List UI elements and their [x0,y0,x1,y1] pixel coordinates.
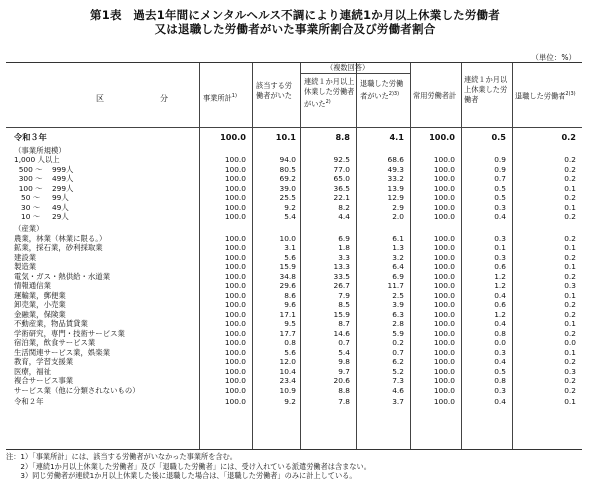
cell-value: 100.0 [224,397,246,406]
cell-value: 100.0 [224,233,246,243]
cell-value: 100.0 [433,183,455,193]
cell-value: 94.0 [279,155,296,164]
cell-value: 0.9 [494,155,506,164]
cell-value: 9.5 [284,319,296,328]
cell-value: 0.7 [392,347,404,357]
cell-value: 5.9 [392,328,404,338]
cell-value: 1.8 [338,243,350,252]
row-label: 宿泊業，飲食サービス業 [14,338,96,347]
cell-value: 100.0 [433,290,455,300]
cell-value: 0.3 [494,202,506,212]
cell-value: 6.1 [392,233,404,243]
cell-value: 100.0 [433,347,455,357]
row-label: 情報通信業 [14,281,51,290]
cell-value: 0.2 [561,132,576,142]
cell-value: 36.5 [333,183,350,193]
cell-value: 6.2 [392,357,404,366]
cell-value: 5.6 [284,347,296,357]
cell-value: 0.8 [284,338,296,347]
cell-value: 0.2 [564,252,576,262]
cell-value: 0.7 [338,338,350,347]
cell-value: 0.1 [564,347,576,357]
cell-value: 0.5 [494,193,506,202]
header-retired: 退職した労働者がいた$^{2)3)}$ [360,79,404,101]
header-leave: 連続１か月以上休業した労働者がいた$^{2)}$ [304,77,355,109]
row-label: 10 ～ 29人 [14,212,69,221]
cell-value: 3.3 [338,252,350,262]
cell-value: 0.2 [564,233,576,243]
cell-value: 0.1 [564,319,576,328]
cell-value: 0.8 [494,376,506,385]
header-kubun: 区 分 [96,94,192,103]
row-label: 1,000 人以上 [14,155,60,164]
cell-value: 15.9 [279,262,296,271]
cell-value: 0.4 [494,397,506,406]
cell-value: 100.0 [433,243,455,252]
cell-value: 100.0 [433,252,455,262]
cell-value: 8.6 [284,290,296,300]
cell-value: 0.3 [564,366,576,376]
cell-value: 0.3 [564,281,576,290]
cell-value: 100.0 [224,300,246,309]
row-label: 教育，学習支援業 [14,357,74,366]
cell-value: 10.9 [279,385,296,395]
cell-value: 7.8 [338,397,350,406]
row-label: （産業） [14,224,44,233]
table-row [6,193,582,203]
cell-value: 10.1 [275,132,296,142]
cell-value: 0.2 [564,357,576,366]
table-row [6,272,582,282]
cell-value: 26.7 [333,281,350,290]
cell-value: 100.0 [433,212,455,221]
cell-value: 34.8 [279,271,296,281]
table-row [6,165,582,175]
header-total: 事業所計$^{1)}$ [203,93,237,103]
cell-value: 4.1 [389,132,404,142]
cell-value: 0.4 [494,290,506,300]
cell-value: 1.3 [392,243,404,252]
cell-value: 100.0 [224,155,246,164]
cell-value: 33.5 [333,271,350,281]
cell-value: 0.5 [494,183,506,193]
cell-value: 9.7 [338,366,350,376]
table-row [6,281,582,291]
cell-value: 10.0 [279,233,296,243]
cell-value: 0.4 [494,212,506,221]
cell-value: 23.4 [279,376,296,385]
table-row [6,310,582,320]
cell-value: 0.6 [494,300,506,309]
cell-value: 100.0 [433,338,455,347]
header-workers-leave: 連続１か月以上休業した労働者 [464,75,508,104]
cell-value: 100.0 [224,202,246,212]
cell-value: 0.1 [564,262,576,271]
cell-value: 0.2 [564,164,576,174]
cell-value: 0.1 [564,183,576,193]
cell-value: 0.8 [494,328,506,338]
cell-value: 0.2 [564,376,576,385]
row-label: 300 ～ 499人 [14,174,74,183]
footnote-3: 3）同じ労働者が連続1か月以上休業した後に退職した場合は、「退職した労働者」のみに計上している。 [6,471,357,481]
cell-value: 100.0 [433,281,455,290]
cell-value: 29.6 [279,281,296,290]
cell-value: 3.9 [392,300,404,309]
cell-value: 100.0 [224,309,246,319]
cell-value: 0.5 [491,132,506,142]
cell-value: 100.0 [224,319,246,328]
cell-value: 100.0 [433,262,455,271]
table-title-line1: 第1表 過去1年間にメンタルヘルス不調により連続1か月以上休業した労働者 [90,8,500,22]
cell-value: 0.3 [494,347,506,357]
cell-value: 5.4 [338,347,350,357]
cell-value: 25.5 [279,193,296,202]
row-label: 電気・ガス・熱供給・水道業 [14,271,111,281]
table-row [6,243,582,253]
table-row [6,212,582,222]
cell-value: 17.7 [279,328,296,338]
cell-value: 100.0 [224,366,246,376]
cell-value: 13.3 [333,262,350,271]
table-row [6,348,582,358]
cell-value: 15.9 [333,309,350,319]
row-label: サービス業（他に分類されないもの） [14,385,140,395]
row-label: 鉱業，採石業，砂利採取業 [14,243,103,252]
cell-value: 6.9 [338,233,350,243]
row-label: 学術研究，専門・技術サービス業 [14,328,125,338]
cell-value: 100.0 [433,193,455,202]
cell-value: 6.4 [392,262,404,271]
row-label: 30 ～ 49人 [14,202,69,212]
cell-value: 8.8 [335,132,350,142]
cell-value: 6.9 [392,271,404,281]
table-row [6,397,582,407]
cell-value: 100.0 [433,357,455,366]
cell-value: 0.2 [564,309,576,319]
cell-value: 7.9 [338,290,350,300]
cell-value: 100.0 [224,376,246,385]
row-label: 100 ～ 299人 [14,183,74,193]
row-label: 複合サービス事業 [14,376,74,385]
cell-value: 100.0 [224,347,246,357]
cell-value: 14.6 [333,328,350,338]
cell-value: 100.0 [224,252,246,262]
row-label: 金融業，保険業 [14,309,66,319]
row-label: 建設業 [14,252,37,262]
cell-value: 0.3 [494,385,506,395]
row-label: 医療，福祉 [14,366,51,376]
cell-value: 1.2 [494,271,506,281]
cell-value: 100.0 [433,300,455,309]
row-label: 運輸業，郵便業 [14,290,66,300]
cell-value: 0.1 [564,290,576,300]
cell-value: 5.4 [284,212,296,221]
cell-value: 0.2 [564,300,576,309]
cell-value: 100.0 [224,212,246,221]
table-row [6,386,582,396]
cell-value: 10.4 [279,366,296,376]
cell-value: 100.0 [224,174,246,183]
cell-value: 100.0 [224,193,246,202]
cell-value: 100.0 [224,290,246,300]
cell-value: 100.0 [433,271,455,281]
header-applicable: 該当する労働者がいた [256,81,292,100]
cell-value: 100.0 [433,202,455,212]
cell-value: 100.0 [429,132,455,142]
cell-value: 100.0 [433,155,455,164]
cell-value: 8.8 [338,385,350,395]
cell-value: 100.0 [433,397,455,406]
cell-value: 9.2 [284,202,296,212]
cell-value: 0.2 [564,212,576,221]
cell-value: 2.9 [392,202,404,212]
table-row [6,357,582,367]
cell-value: 3.2 [392,252,404,262]
cell-value: 68.6 [387,155,404,164]
footnotes [6,452,371,481]
table-row [6,300,582,310]
cell-value: 5.6 [284,252,296,262]
cell-value: 39.0 [279,183,296,193]
cell-value: 0.6 [494,262,506,271]
unit-label: （単位：%） [531,53,576,62]
cell-value: 100.0 [433,309,455,319]
table-row [6,367,582,377]
stats-table [6,62,582,450]
cell-value: 100.0 [224,183,246,193]
cell-value: 100.0 [224,328,246,338]
cell-value: 3.7 [392,397,404,406]
cell-value: 12.9 [387,193,404,202]
cell-value: 100.0 [433,366,455,376]
cell-value: 100.0 [433,319,455,328]
cell-value: 3.1 [284,243,296,252]
cell-value: 100.0 [433,328,455,338]
cell-value: 100.0 [224,164,246,174]
row-label: 令和２年 [14,397,44,406]
cell-value: 22.1 [333,193,350,202]
row-label: 令和３年 [14,132,47,142]
cell-value: 4.4 [338,212,350,221]
cell-value: 4.6 [392,385,404,395]
cell-value: 8.5 [338,300,350,309]
table-row [6,234,582,244]
cell-value: 8.7 [338,319,350,328]
table-row [6,329,582,339]
footnote-2: 2）「連続1か月以上休業した労働者」及び「退職した労働者」には、受け入れている派遣労働者は含まない。 [6,461,371,471]
cell-value: 100.0 [224,338,246,347]
cell-value: 49.3 [387,164,404,174]
row-label: 500 ～ 999人 [14,164,74,174]
row-label: 卸売業，小売業 [14,300,66,309]
cell-value: 0.4 [494,319,506,328]
table-row [6,262,582,272]
header-workers-retired: 退職した労働者$^{2)3)}$ [515,91,576,101]
row-label: 50 ～ 99人 [14,193,69,202]
cell-value: 92.5 [333,155,350,164]
table-row [6,203,582,213]
table-row [6,224,582,234]
cell-value: 100.0 [433,233,455,243]
cell-value: 100.0 [224,262,246,271]
cell-value: 100.0 [220,132,246,142]
cell-value: 65.0 [333,174,350,183]
cell-value: 2.5 [392,290,404,300]
cell-value: 9.2 [284,397,296,406]
table-row [6,376,582,386]
cell-value: 0.2 [564,193,576,202]
table-row [6,133,582,143]
cell-value: 2.8 [392,319,404,328]
cell-value: 2.0 [392,212,404,221]
cell-value: 100.0 [433,174,455,183]
cell-value: 1.2 [494,309,506,319]
cell-value: 0.5 [494,366,506,376]
row-label: （事業所規模） [14,146,66,155]
table-row [6,155,582,165]
cell-value: 100.0 [224,281,246,290]
cell-value: 11.7 [387,281,404,290]
table-row [6,338,582,348]
cell-value: 100.0 [433,376,455,385]
cell-value: 100.0 [433,164,455,174]
cell-value: 77.0 [333,164,350,174]
cell-value: 20.6 [333,376,350,385]
cell-value: 0.2 [564,328,576,338]
header-workers-total: 常用労働者計 [413,91,457,100]
table-row [6,174,582,184]
row-label: 農業，林業（林業に限る。） [14,233,107,243]
cell-value: 100.0 [224,357,246,366]
cell-value: 9.8 [338,357,350,366]
header-multiple: （複数回答） [326,63,370,72]
cell-value: 8.2 [338,202,350,212]
cell-value: 0.0 [494,338,506,347]
row-label: 生活関連サービス業，娯楽業 [14,347,111,357]
table-title-line2: 又は退職した労働者がいた事業所割合及び労働者割合 [154,22,436,36]
cell-value: 12.0 [279,357,296,366]
cell-value: 0.7 [494,174,506,183]
cell-value: 100.0 [224,271,246,281]
cell-value: 9.6 [284,300,296,309]
cell-value: 33.2 [387,174,404,183]
cell-value: 0.0 [564,338,576,347]
cell-value: 0.3 [494,233,506,243]
cell-value: 0.2 [564,271,576,281]
cell-value: 69.2 [279,174,296,183]
cell-value: 0.2 [564,174,576,183]
row-label: 不動産業，物品賃貸業 [14,319,88,328]
cell-value: 0.1 [564,397,576,406]
cell-value: 0.9 [494,164,506,174]
cell-value: 1.2 [494,281,506,290]
cell-value: 0.1 [564,243,576,252]
table-row [6,253,582,263]
table-row [6,184,582,194]
cell-value: 0.1 [494,243,506,252]
cell-value: 0.1 [564,202,576,212]
cell-value: 0.3 [494,252,506,262]
cell-value: 100.0 [224,385,246,395]
cell-value: 0.2 [564,385,576,395]
cell-value: 7.3 [392,376,404,385]
cell-value: 0.2 [564,155,576,164]
cell-value: 17.1 [279,309,296,319]
row-label: 製造業 [14,262,37,271]
cell-value: 0.4 [494,357,506,366]
footnote-1: 注：1）「事業所計」には、該当する労働者がいなかった事業所を含む。 [6,452,237,461]
table-row [6,319,582,329]
table-row [6,291,582,301]
cell-value: 80.5 [279,164,296,174]
cell-value: 100.0 [433,385,455,395]
cell-value: 6.3 [392,309,404,319]
cell-value: 0.2 [392,338,404,347]
cell-value: 100.0 [224,243,246,252]
cell-value: 13.9 [387,183,404,193]
cell-value: 5.2 [392,366,404,376]
